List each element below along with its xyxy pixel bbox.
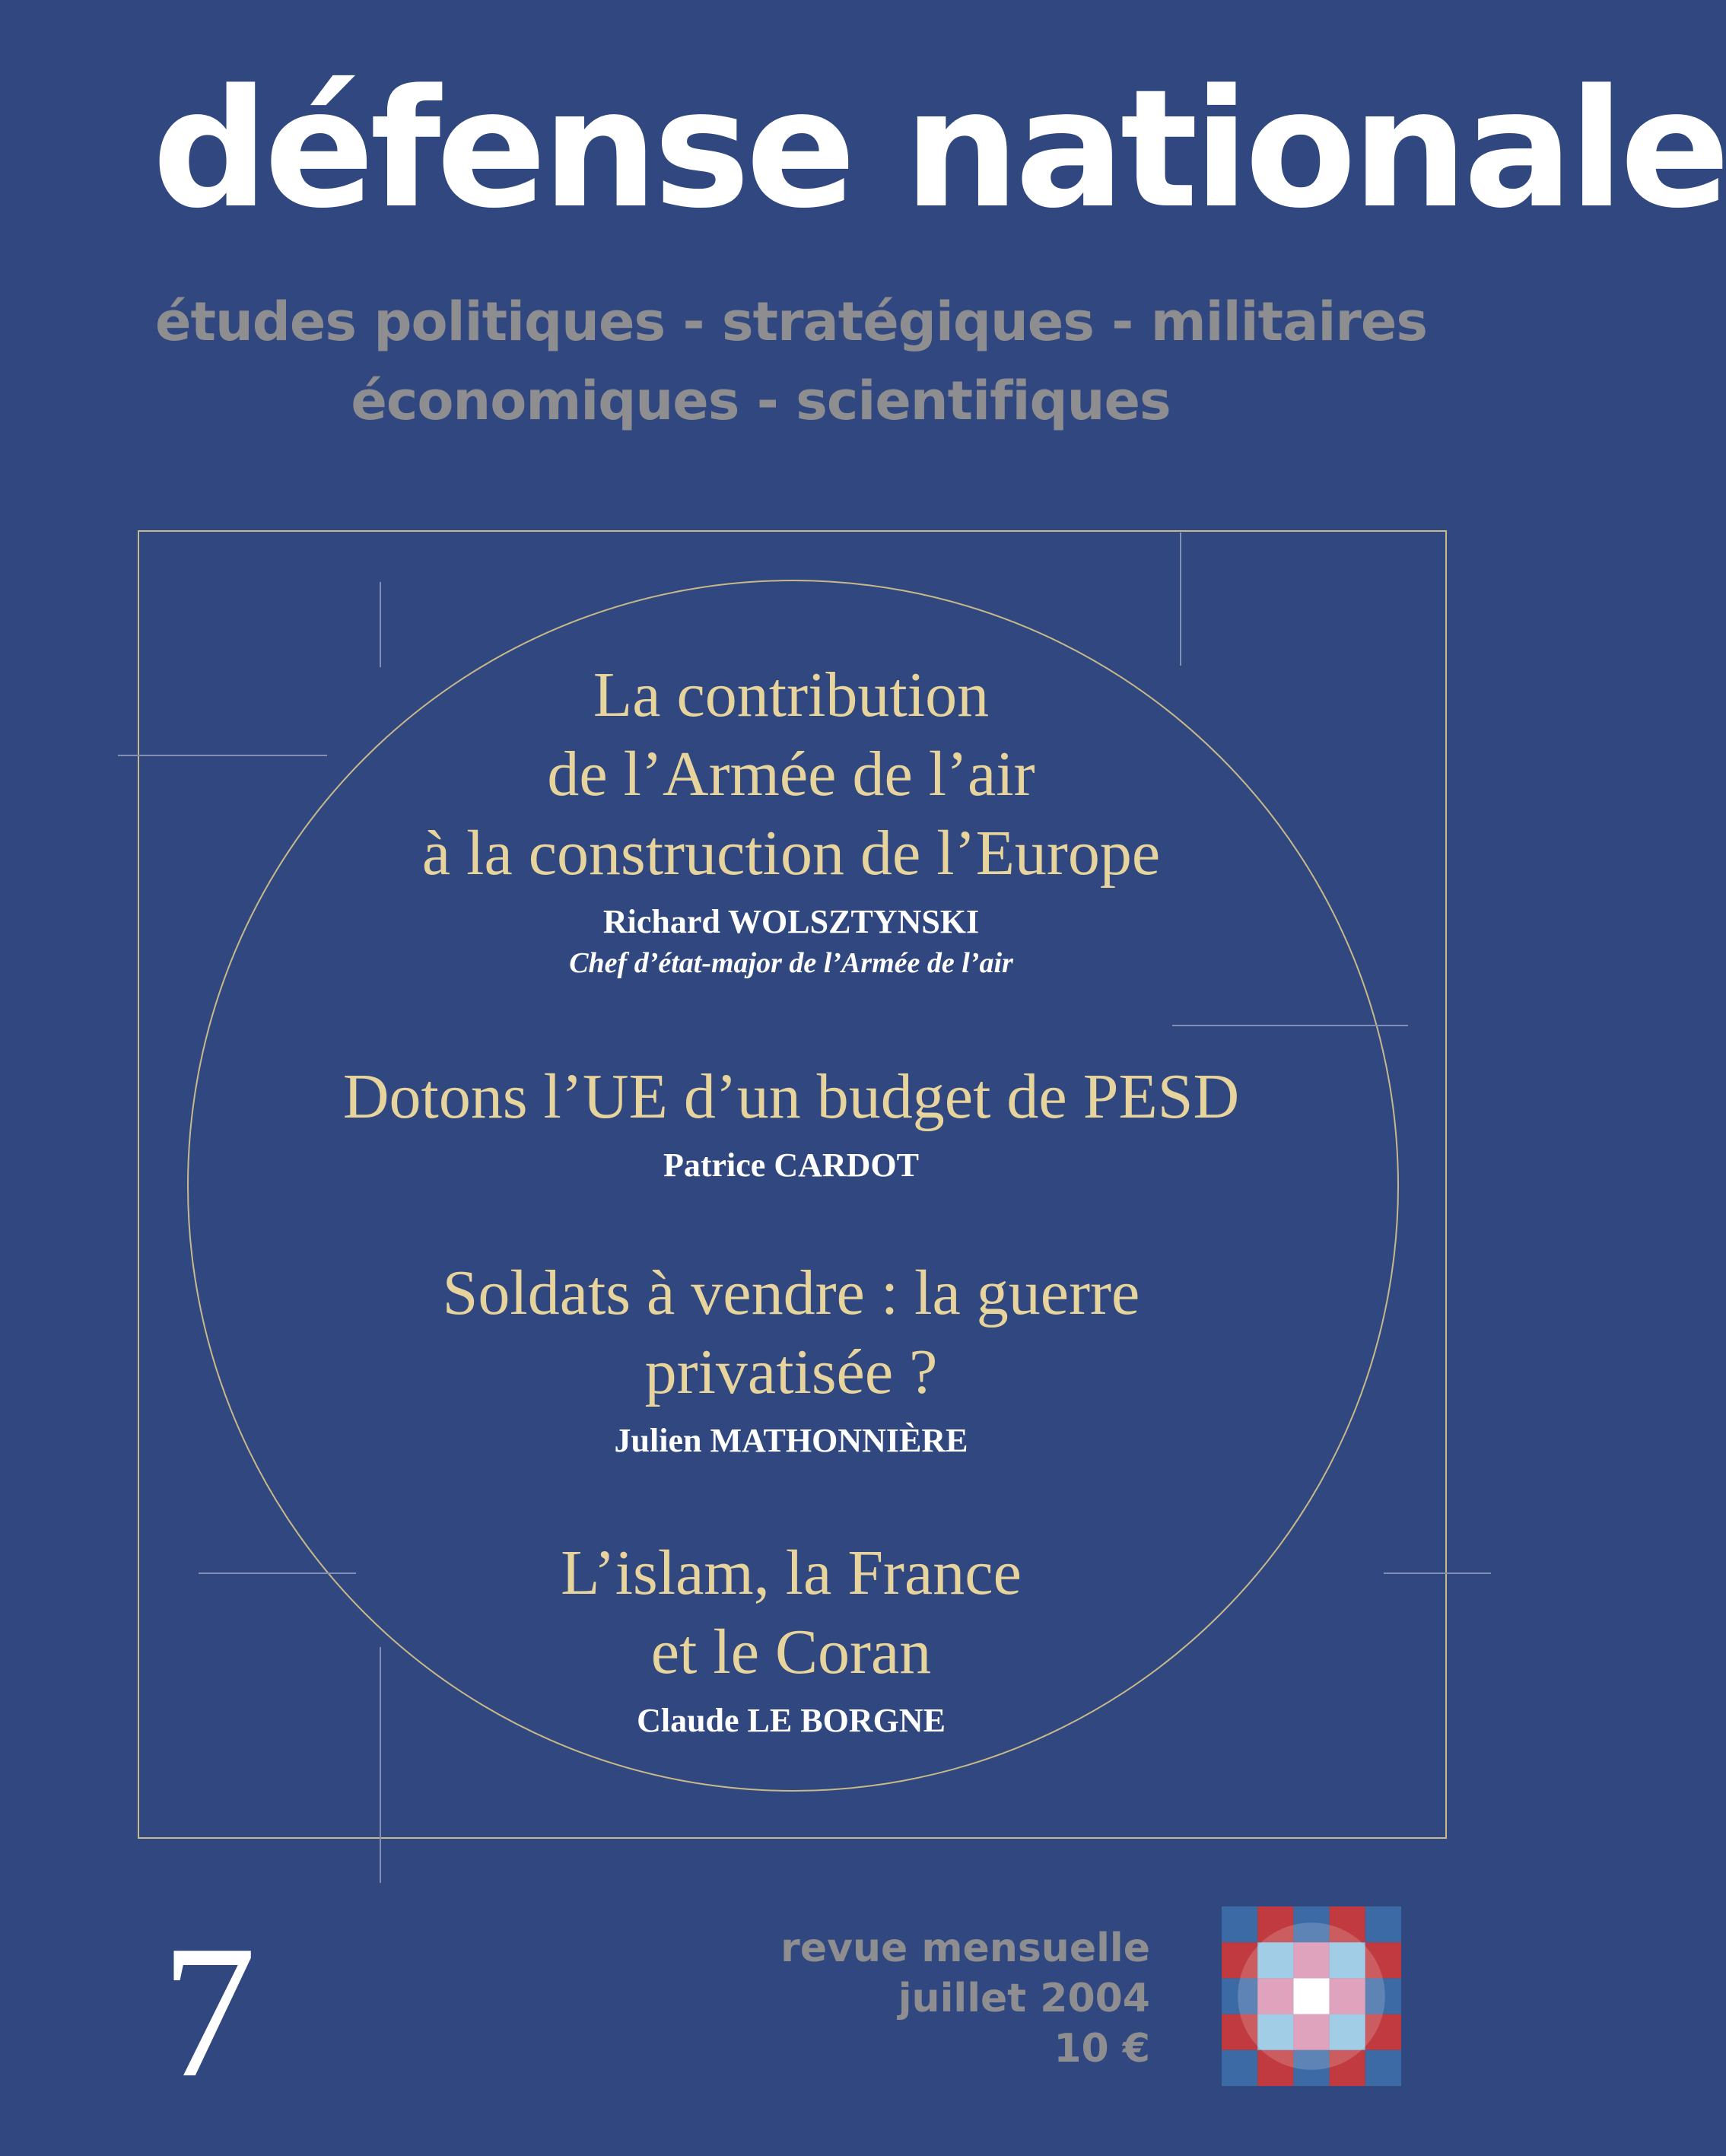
issue-date: juillet 2004 [898, 1976, 1150, 2021]
article-2-author: Patrice CARDOT [663, 1146, 919, 1184]
tick-line [380, 582, 381, 667]
tick-line [1172, 1025, 1408, 1026]
tick-line [1180, 533, 1181, 666]
article-4-author: Claude LE BORGNE [637, 1702, 946, 1739]
masthead-subtitle-line1: études politiques - stratégiques - militaires [155, 291, 1427, 353]
article-2 [152, 1057, 1430, 1187]
article-2-title: Dotons l’UE d’un budget de PESD [342, 1061, 1240, 1132]
masthead-subtitle-line2: économiques - scientifiques [351, 370, 1171, 432]
article-3-author: Julien MATHONNIÈRE [614, 1422, 968, 1459]
issue-number: 7 [161, 1906, 256, 2117]
issue-frequency: revue mensuelle [780, 1925, 1150, 1971]
publisher-logo-icon [1222, 1906, 1401, 2086]
article-3-title: Soldats à vendre : la guerre privatisée ? [442, 1258, 1140, 1407]
issue-info [780, 1923, 1150, 2074]
article-1 [152, 656, 1430, 981]
masthead-title: défense nationale [152, 55, 1726, 244]
issue-price: 10 € [1054, 2026, 1150, 2072]
article-1-title: La contribution de l’Armée de l’air à la construction de l’Europe [421, 660, 1161, 889]
article-4 [152, 1534, 1430, 1742]
article-1-author-role: Chef d’état-major de l’Armée de l’air [569, 947, 1013, 979]
article-3 [152, 1254, 1430, 1462]
article-4-title: L’islam, la France et le Coran [561, 1538, 1022, 1687]
article-1-author: Richard WOLSZTYNSKI [602, 903, 980, 940]
